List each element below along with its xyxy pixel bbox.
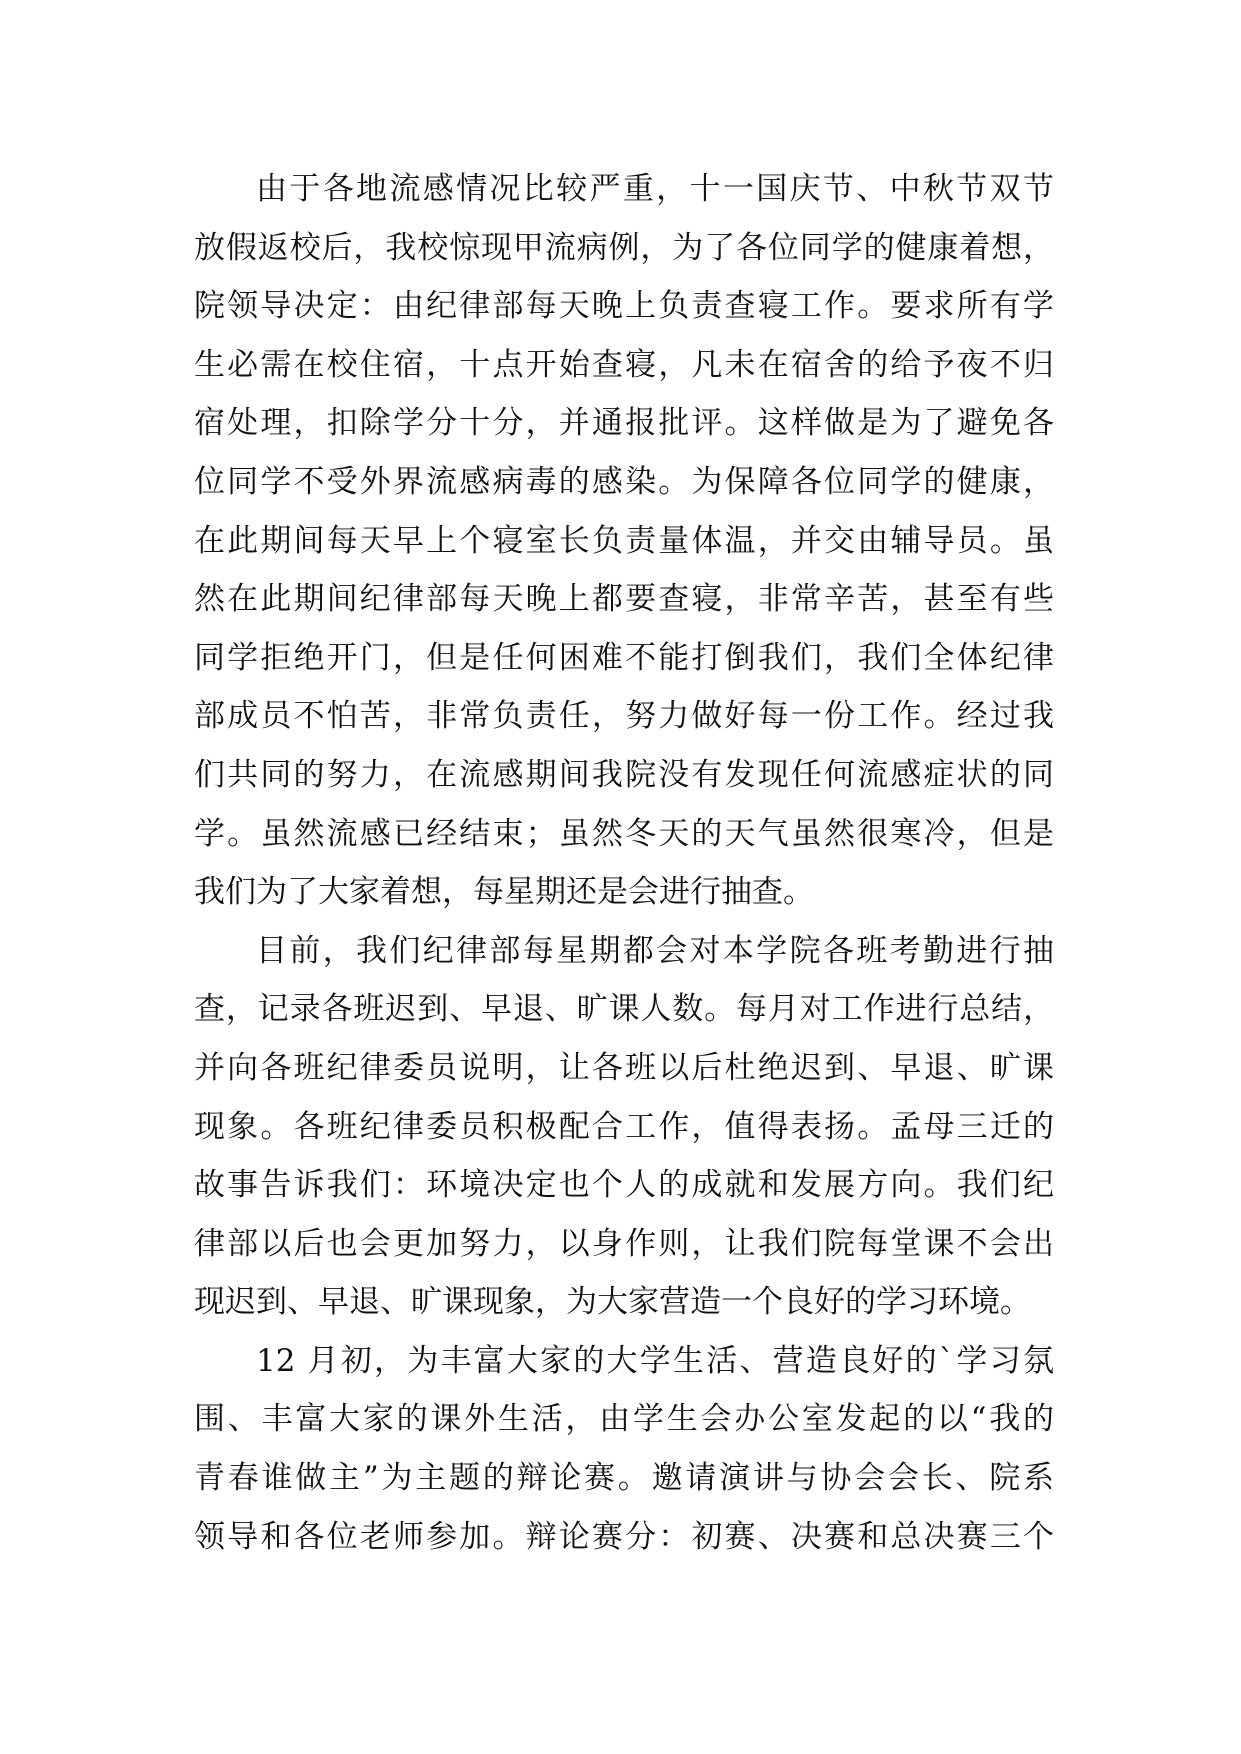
text-line: 围、丰富大家的课外生活，由学生会办公室发起的以“我的 xyxy=(194,1401,1054,1438)
text-line: 位同学不受外界流感病毒的感染。为保障各位同学的健康， xyxy=(194,463,1054,500)
paragraph-2 xyxy=(194,922,1054,1332)
text-line: 并向各班纪律委员说明，让各班以后杜绝迟到、早退、旷课 xyxy=(194,1049,1054,1086)
text-line: 律部以后也会更加努力，以身作则，让我们院每堂课不会出 xyxy=(194,1225,1054,1262)
text-line: 生必需在校住宿，十点开始查寝，凡未在宿舍的给予夜不归 xyxy=(194,346,1054,383)
document-page xyxy=(194,160,1054,1566)
text-line: 然在此期间纪律部每天晚上都要查寝，非常辛苦，甚至有些 xyxy=(194,581,1054,618)
text-line: 故事告诉我们：环境决定也个人的成就和发展方向。我们纪 xyxy=(194,1167,1054,1204)
text-line: 我们为了大家着想，每星期还是会进行抽查。 xyxy=(194,874,814,911)
text-line: 们共同的努力，在流感期间我院没有发现任何流感症状的同 xyxy=(194,756,1054,793)
text-line: 在此期间每天早上个寝室长负责量体温，并交由辅导员。虽 xyxy=(194,522,1054,559)
text-line: 青春谁做主”为主题的辩论赛。邀请演讲与协会会长、院系 xyxy=(194,1460,1054,1497)
text-line: 现迟到、早退、旷课现象，为大家营造一个良好的学习环境。 xyxy=(194,1284,1031,1321)
text-line: 宿处理，扣除学分十分，并通报批评。这样做是为了避免各 xyxy=(194,405,1054,442)
text-line: 领导和各位老师参加。辩论赛分：初赛、决赛和总决赛三个 xyxy=(194,1518,1054,1555)
text-line: 目前，我们纪律部每星期都会对本学院各班考勤进行抽 xyxy=(256,932,1054,969)
text-line: 12 月初，为丰富大家的大学生活、营造良好的`学习氛 xyxy=(256,1342,1054,1379)
paragraph-1 xyxy=(194,160,1054,922)
text-line: 学。虽然流感已经结束；虽然冬天的天气虽然很寒冷，但是 xyxy=(194,815,1054,852)
text-line: 院领导决定：由纪律部每天晚上负责查寝工作。要求所有学 xyxy=(194,288,1054,325)
text-line: 由于各地流感情况比较严重，十一国庆节、中秋节双节 xyxy=(256,171,1054,207)
text-line: 现象。各班纪律委员积极配合工作，值得表扬。孟母三迁的 xyxy=(194,1108,1054,1145)
text-line: 放假返校后，我校惊现甲流病例，为了各位同学的健康着想， xyxy=(194,229,1054,266)
paragraph-3 xyxy=(194,1332,1054,1566)
text-line: 查，记录各班迟到、早退、旷课人数。每月对工作进行总结， xyxy=(194,991,1054,1028)
text-line: 部成员不怕苦，非常负责任，努力做好每一份工作。经过我 xyxy=(194,698,1054,735)
text-line: 同学拒绝开门，但是任何困难不能打倒我们，我们全体纪律 xyxy=(194,639,1054,676)
